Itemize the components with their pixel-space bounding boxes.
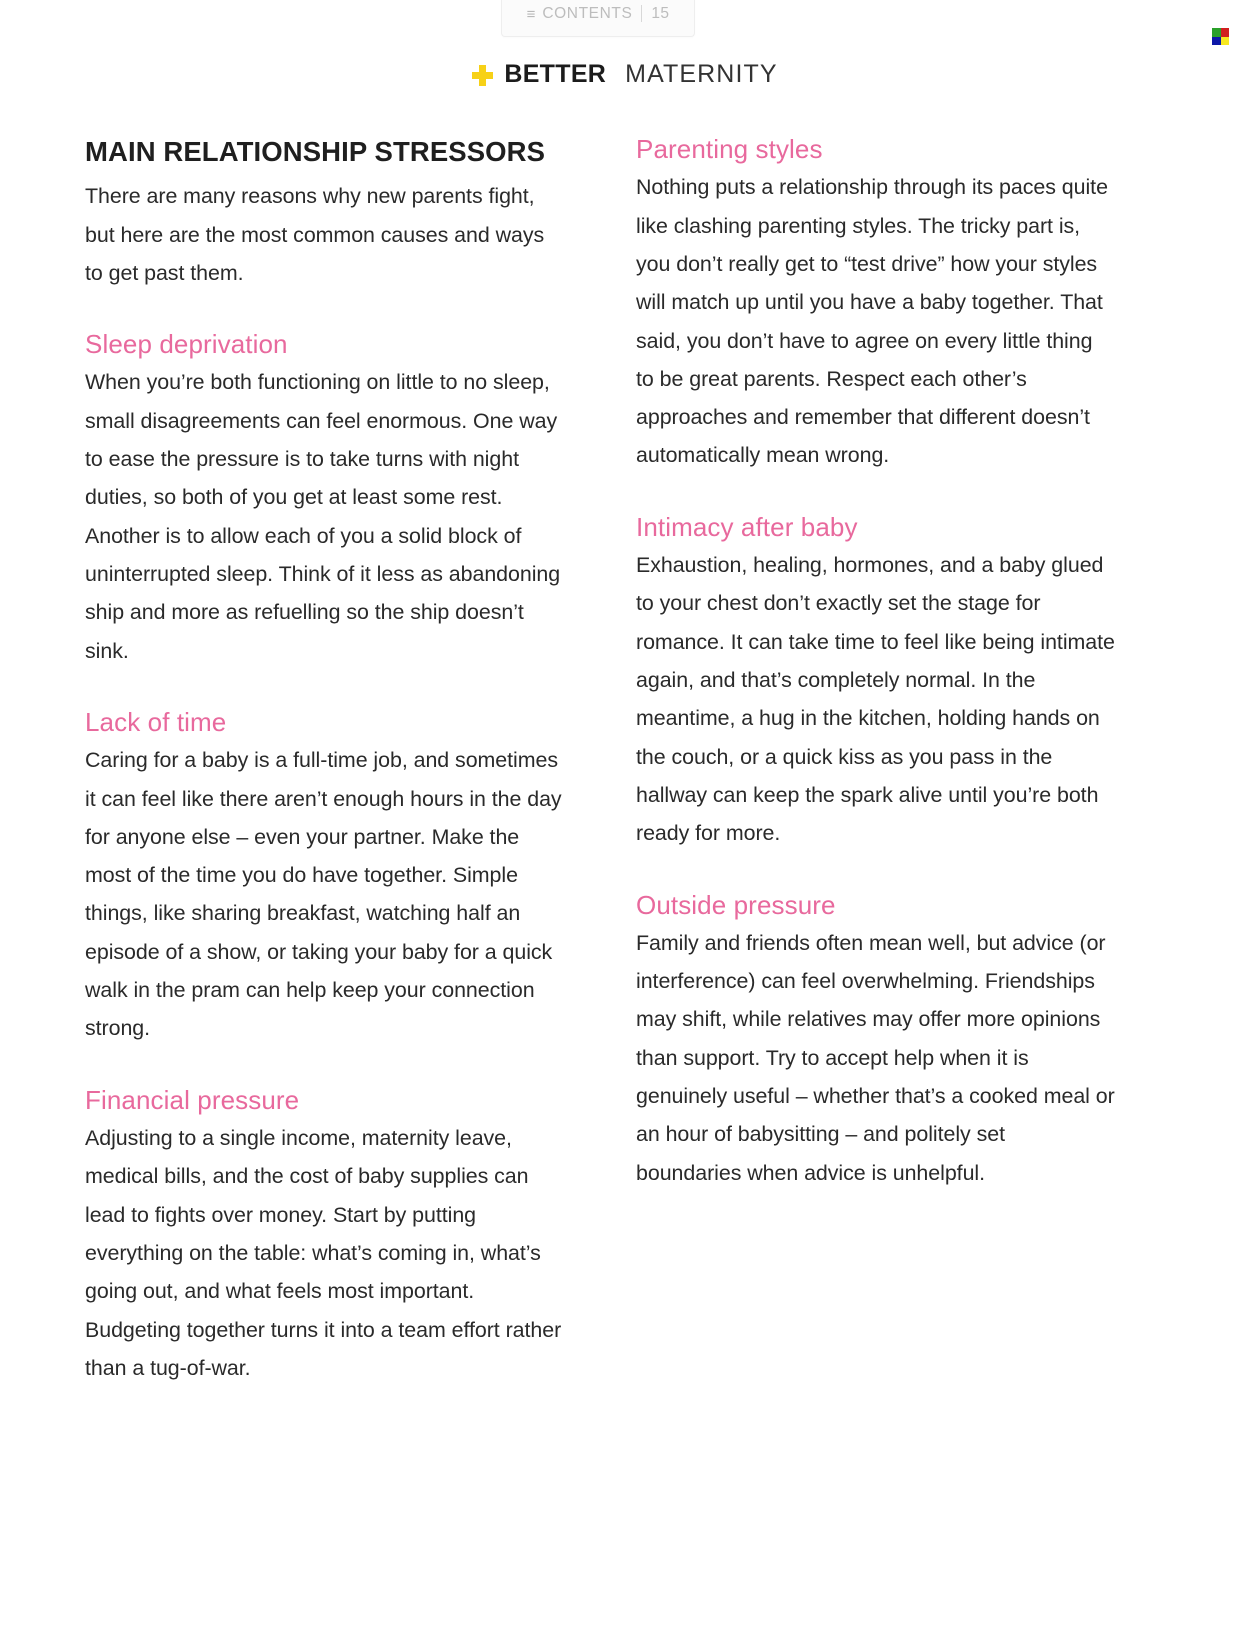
top-bar <box>0 0 1250 112</box>
section-sleep-deprivation <box>85 328 564 670</box>
yellow-plus-icon <box>472 65 493 86</box>
section-heading: Sleep deprivation <box>85 329 288 360</box>
article-intro: There are many reasons why new parents fight, but here are the most common causes and ways to get past them. <box>85 184 545 285</box>
section-intimacy-after-baby <box>636 511 1115 853</box>
section-body: Nothing puts a relationship through its paces quite like clashing parenting styles. The tricky part is, you don’t really get to “test drive” how your styles will match up until you have a baby together. That said, you don’t have to agree on every little thing to be great parents. Respect each other’s approaches and remember that different doesn’t automatically mean wrong. <box>636 175 1108 468</box>
section-outside-pressure <box>636 889 1115 1192</box>
section-body: Exhaustion, healing, hormones, and a baby glued to your chest don’t exactly set the stage for romance. It can take time to feel like being intimate again, and that’s completely normal. In the meantime, a hug in the kitchen, holding hands on the couch, or a quick kiss as you pass in the hallway can keep the spark alive until you’re both ready for more. <box>636 553 1115 846</box>
section-financial-pressure <box>85 1084 564 1387</box>
right-column <box>636 133 1115 1192</box>
section-heading: Outside pressure <box>636 889 836 920</box>
section-heading: Financial pressure <box>85 1084 300 1115</box>
hamburger-menu-icon: ≡ <box>526 6 536 23</box>
section-heading: Intimacy after baby <box>636 511 858 542</box>
swatch-blue <box>1212 37 1221 46</box>
brand-name-strong: BETTER <box>504 60 607 88</box>
section-parenting-styles <box>636 133 1115 475</box>
section-body: Family and friends often mean well, but advice (or interference) can feel overwhelming. Friendships may shift, while relatives may offer more opinions than support. Try to accept help when it is genuinely useful – whether that’s a cooked meal or an hour of babysitting – and politely set boundaries when advice is unhelpful. <box>636 930 1115 1185</box>
contents-divider <box>641 5 642 22</box>
section-body: When you’re both functioning on little to no sleep, small disagreements can feel enormous. One way to ease the pressure is to take turns with night duties, so both of you get at least some rest. Another is to allow each of you a solid block of uninterrupted sleep. Think of it less as abandoning ship and more as refuelling so the ship doesn’t sink. <box>85 370 561 663</box>
page-title: MAIN RELATIONSHIP STRESSORS <box>85 136 546 167</box>
section-heading: Lack of time <box>85 706 227 737</box>
four-color-swatch-icon <box>1212 28 1229 45</box>
contents-page-number: 15 <box>651 4 670 22</box>
swatch-yellow <box>1221 37 1230 46</box>
section-lack-of-time <box>85 706 564 1048</box>
section-body: Adjusting to a single income, maternity leave, medical bills, and the cost of baby supplies can lead to fights over money. Start by putting everything on the table: what’s coming in, what’s going out, and what feels most important. Budgeting together turns it into a team effort rather than a tug-of-war. <box>85 1125 562 1380</box>
swatch-green <box>1212 28 1221 37</box>
contents-label: CONTENTS <box>542 4 633 22</box>
section-heading: Parenting styles <box>636 134 823 164</box>
article-body <box>85 133 1115 1387</box>
contents-button[interactable] <box>501 0 695 37</box>
swatch-red <box>1221 28 1230 37</box>
section-body: Caring for a baby is a full-time job, and sometimes it can feel like there aren’t enough hours in the day for anyone else – even your partner. Make the most of the time you do have together. Simple things, like sharing breakfast, watching half an episode of a show, or taking your baby for a quick walk in the pram can help keep your connection strong. <box>85 748 562 1041</box>
left-column <box>85 133 564 1387</box>
masthead-logo <box>0 60 1250 89</box>
brand-name-light: MATERNITY <box>625 60 778 88</box>
